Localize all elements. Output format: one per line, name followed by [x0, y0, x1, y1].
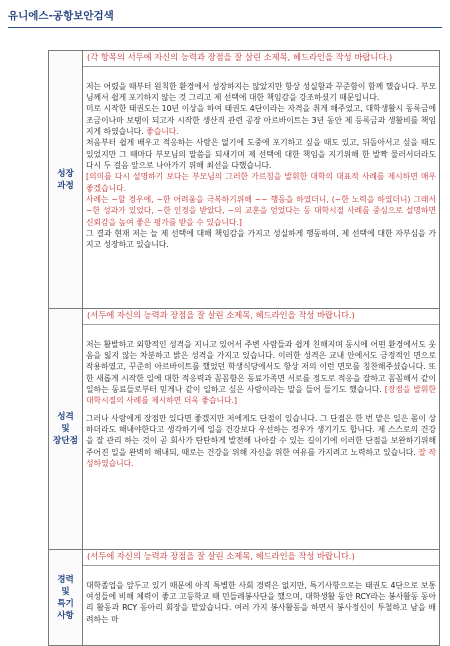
section-personality — [49, 309, 440, 550]
paragraph: 그러나 사람에게 장점만 있다면 좋겠지만 저에게도 단점이 있습니다. 그 단점은 한 번 맡은 일은 몸이 상하더라도 해내야한다고 생각하기에 일을 건강보다 우선하는 경우가 생기기도 합니다. 제 스스로의 건강을 잘 관리 하는 것이 곧 회사가 탄탄하게 발전해 나아갈 수 있는 길이기에 이러한 단점을 보완하기위해 주어진 일을 완벽히 해내되, 때로는 건강을 위해 자신을 위한 여유를 가지려고 노력하고 있습니다. 잘 작성하였습니다. — [86, 413, 436, 468]
section-label-line: 및 — [61, 586, 70, 597]
section-prompt: (각 항목의 서두에 자신의 능력과 장점을 잘 살린 소제목, 헤드라인을 작성 바랍니다.) — [83, 51, 439, 67]
section-label-line: 과정 — [57, 180, 74, 191]
section-label-line: 경력 — [57, 574, 74, 585]
section-label-line: 장단점 — [53, 436, 78, 446]
document-title: 유니에스-공항보안검색 — [8, 10, 114, 22]
paragraph: 저는 활발하고 외향적인 성격을 지니고 있어서 주변 사람들과 쉽게 친해지며 동시에 어떤 환경에서도 웃음을 잃지 않는 차분하고 밝은 성격을 가지고 있습니다. 이러한 성격은 교내 안에서도 긍정적인 면으로 작용하였고, 꾸준히 아르바이트를 했었던 학생식당에서도 항상 저의 이런 면모를 칭찬해주셨습니다. 또한 새롭게 시작한 일에 대한 적응력과 꼼꼼함은 동료가족면 서로를 정도로 적응을 잘하고 꼼꼼해서 같이 일하는 동료들로부터 믿게나 같이 일하고 싶은 사람이라는 말을 들어 들기도 했습니다. [장점을 발휘한 대학시절의 사례를 제시하면 더욱 좋습니다.] — [86, 339, 436, 406]
essay-table — [48, 50, 440, 646]
section-content — [83, 309, 440, 550]
paragraph: 처음부터 쉽게 배우고 적응하는 사람은 없기에 도중에 포기하고 싶을 때도 있고, 뒤돌아서고 싶을 때도 있었지만 그 때마다 부모님의 말씀을 되새기며 제 선택에 대한 책임을 지기위해 한 발짝 물러서더라도 다시 두 걸음 앞으로 나아가기 위해 최선을 다했습니다. — [86, 138, 436, 170]
section-prompt: (서두에 자신의 능력과 장점을 잘 살린 소제목, 헤드라인을 작성 바랍니다.) — [83, 309, 439, 325]
paragraph: 미로 시작한 태권도는 10년 이상을 하여 태권도 4단이라는 자격을 취게 해주었고, 대학생활시 동록금에 조금이나마 보탬이 되고자 시작한 생산직 관련 공장 아르바이트는 3년 동안 제 등록금과 생활비를 책임지게 하였습니다. 좋습니다. — [86, 104, 436, 136]
section-label-cell — [49, 51, 83, 309]
section-label-line: 특기 — [57, 598, 74, 609]
feedback-comment: [장점을 발휘한 대학시절의 사례를 제시하면 더욱 좋습니다.] — [86, 384, 436, 406]
feedback-comment: 좋습니다. — [146, 126, 179, 136]
title-divider — [8, 27, 442, 28]
section-growth — [49, 51, 440, 309]
section-label-line: 및 — [61, 424, 70, 434]
section-content — [83, 550, 440, 646]
section-label-line: 성장 — [57, 168, 74, 179]
section-content — [83, 51, 440, 309]
section-label-cell — [49, 550, 83, 646]
paragraph: 대학졸업을 앞두고 있기 때문에 아직 특별한 사회 경력은 없지만, 특기사항으로는 태권도 4단으로 보통 여성들에 비해 체력이 좋고 고등학교 때 민들레봉사단을 했으며, 대학생활 동안 RCY라는 봉사활동 동아리 활동과 RCY 동아리 회장을 맡았습니다. 여러 가지 봉사활동을 하면서 봉사정신이 투철하고 남을 배려하는 마 — [86, 580, 436, 624]
feedback-comment: 잘 작성하였습니다. — [86, 447, 436, 468]
section-label-cell — [49, 309, 83, 550]
section-label-line: 사항 — [57, 610, 74, 621]
section-prompt: (서두에 자신의 능력과 장점을 잘 살린 소제목, 헤드라인을 작성 바랍니다.) — [83, 550, 439, 566]
section-experience — [49, 550, 440, 646]
section-label-line: 성격 — [57, 412, 74, 422]
feedback-note: [의미를 다시 설명하기 보다는 부모님의 그러한 가르침을 발휘한 대학의 대표적 사례를 제시하면 매우 좋겠습니다. 사례는 ~할 경우에, ~한 어려움을 극복하기위해 ~~ 행동을 하였더니, (~한 노력을 하였더니) 그래서 ~한 성과가 있었다, ~한 인정을 받았다, ~의 교훈을 얻었다는 등 대학시절 사례를 중심으로 설명하면 신뢰감을 높여 좋은 평가를 받을 수 있습니다.] — [86, 172, 436, 227]
paragraph: 저는 어렸을 때부터 원칙한 환경에서 성장하지는 않았지만 항상 성실함과 꾸준함이 함께 했습니다. 부모님께서 쉽게 포기하지 않는 것 그리고 제 선택에 대한 책임감을 강조하셨기 때문입니다. — [86, 81, 436, 102]
paragraph: 그 결과 현재 저는 늘 제 선택에 대해 책임감을 가지고 성실하게 행동하며, 제 선택에 대한 자부심을 가지고 성장하고 있습니다. — [86, 228, 436, 250]
